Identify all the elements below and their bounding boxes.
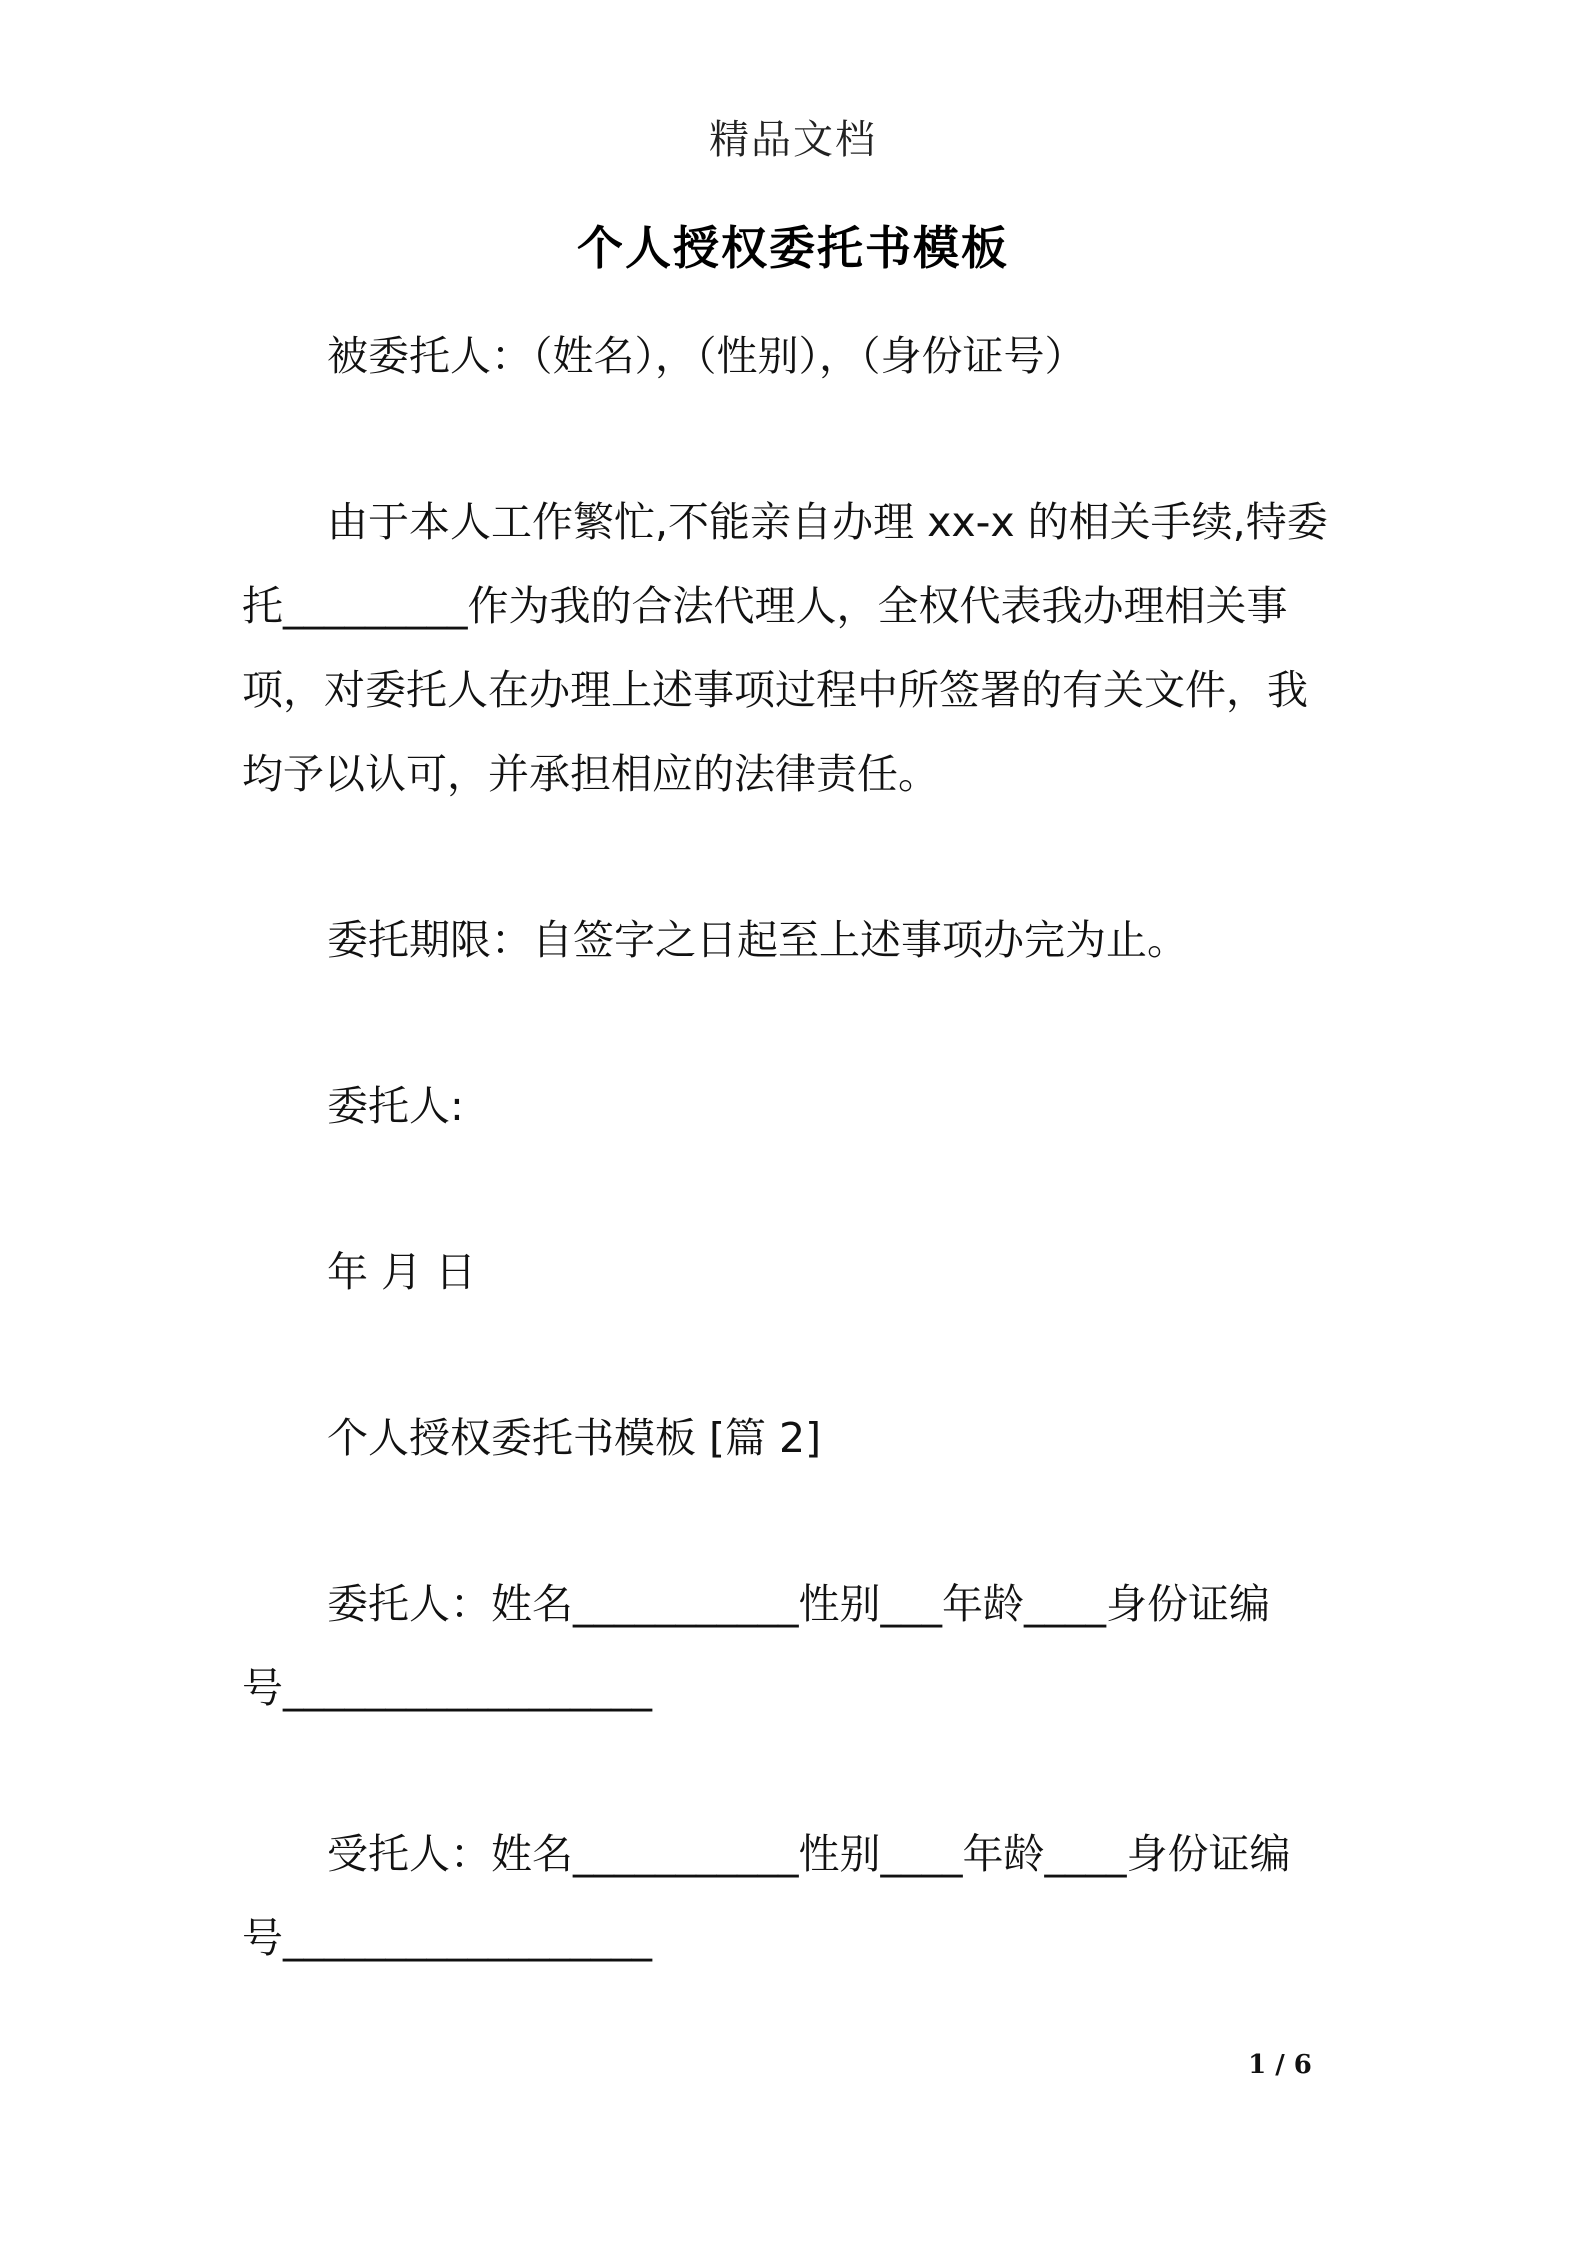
section-2-title: 个人授权委托书模板 [篇 2] <box>327 1414 822 1462</box>
page-number: 1 / 6 <box>1248 2050 1312 2080</box>
principal-info-line-2: 号__________________ <box>242 1664 652 1712</box>
reason-line-1: 由于本人工作繁忙,不能亲自办理 xx-x 的相关手续,特委 <box>327 498 1328 546</box>
trustee-line: 被委托人：（姓名），（性别），（身份证号） <box>327 332 1086 380</box>
date-line: 年 月 日 <box>327 1248 477 1296</box>
principal-info-line-1: 委托人：姓名___________性别___年龄____身份证编 <box>327 1580 1270 1628</box>
document-title: 个人授权委托书模板 <box>577 221 1009 275</box>
document-header: 精品文档 <box>709 117 877 163</box>
principal-signature-line: 委托人: <box>327 1082 464 1130</box>
agent-info-line-1: 受托人：姓名___________性别____年龄____身份证编 <box>327 1830 1291 1878</box>
reason-line-2: 托_________作为我的合法代理人，全权代表我办理相关事 <box>242 582 1288 630</box>
reason-line-4: 均予以认可，并承担相应的法律责任。 <box>242 750 939 798</box>
agent-info-line-2: 号__________________ <box>242 1914 652 1962</box>
reason-line-3: 项，对委托人在办理上述事项过程中所签署的有关文件，我 <box>242 666 1308 714</box>
period-line: 委托期限：自签字之日起至上述事项办完为止。 <box>327 916 1188 964</box>
